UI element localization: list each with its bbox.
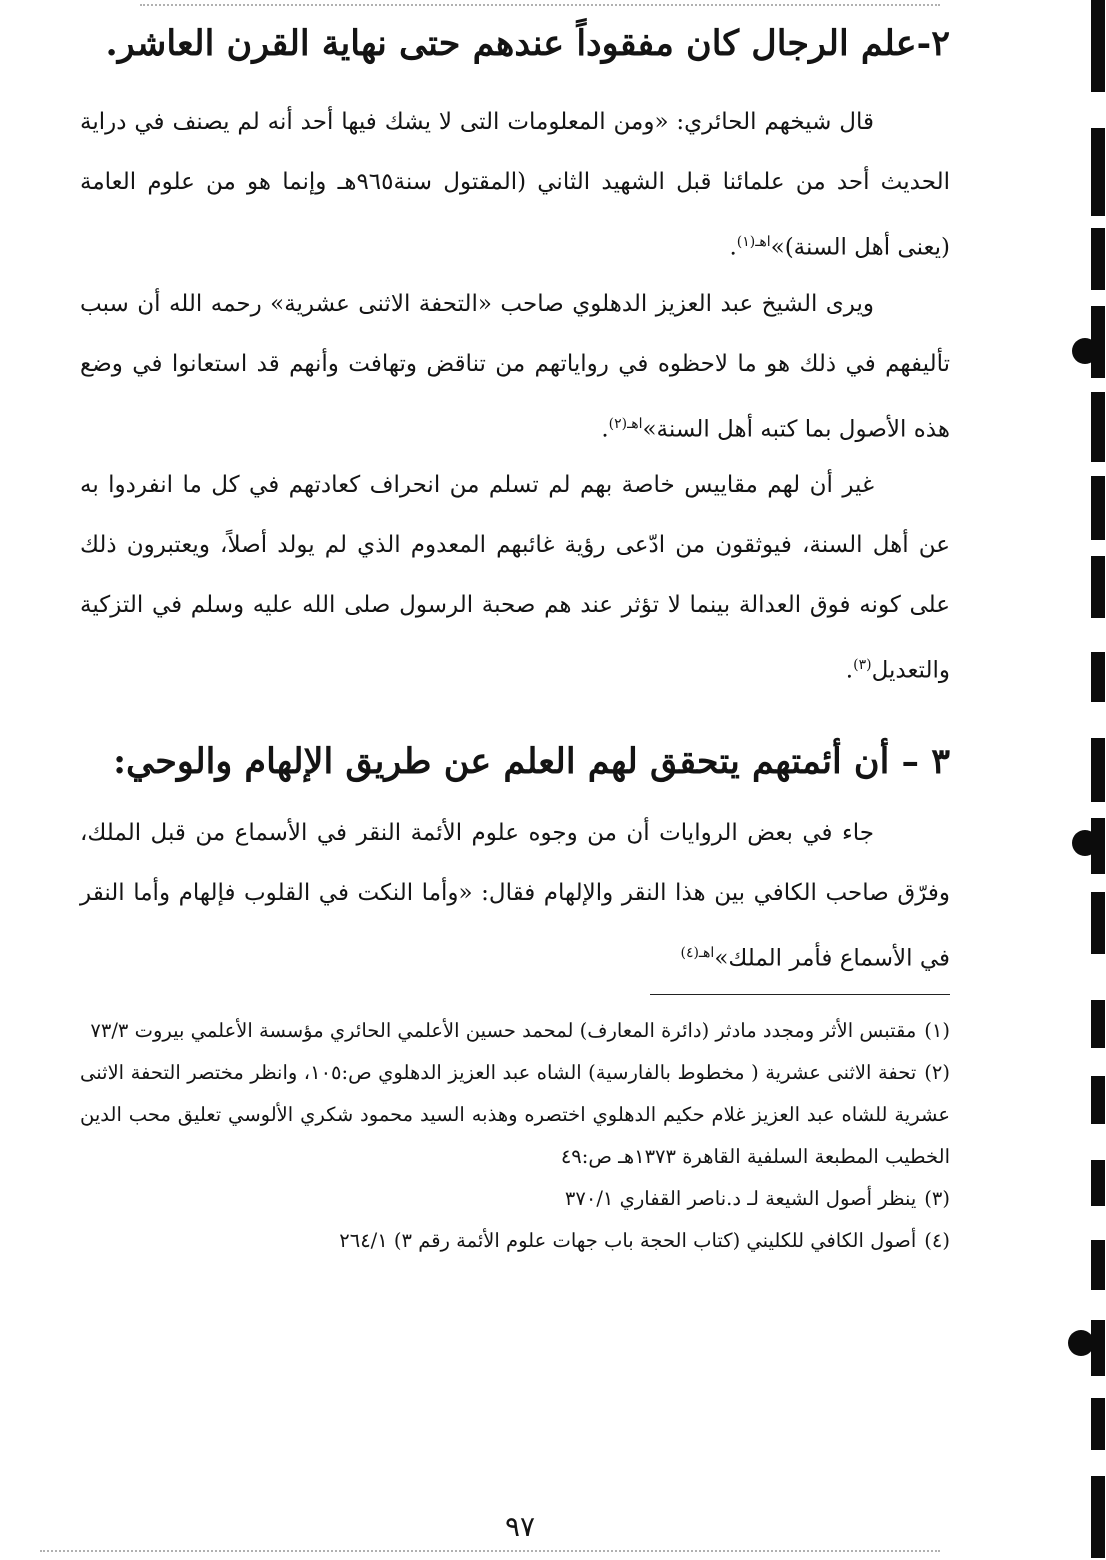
footnote-ref-3: (٣) xyxy=(853,657,872,673)
footnote-ref-2: اهـ(٢) xyxy=(608,416,643,432)
footnote-separator xyxy=(650,994,950,995)
binding-dot xyxy=(1072,830,1098,856)
binding-dot xyxy=(1072,338,1098,364)
footnote-ref-4: اهـ(٤) xyxy=(680,945,715,961)
scan-edge-artifact-top xyxy=(140,0,940,6)
binding-dot xyxy=(1068,1330,1094,1356)
footnote-1: (١)مقتبس الأثر ومجدد مادثر (دائرة المعارف) لمحمد حسين الأعلمي الحائري مؤسسة الأعلمي بيروت ٧٣/٣ xyxy=(90,1019,950,1042)
page-number: ٩٧ xyxy=(504,1510,536,1543)
paragraph-special-criteria: غير أن لهم مقاييس خاصة بهم لم تسلم من انحراف كعادتهم في كل ما انفردوا به عن أهل السنة، فيوثقون من ادّعى رؤية غائبهم المعدوم الذي لم يولد أصلاً، ويعتبرون ذلك على كونه فوق العدالة بينما لا تؤثر عند هم صحبة الرسول صلى الله عليه وسلم في التزكية والتعديل$^{(٣)}$. xyxy=(80,472,950,684)
paragraph-kafi-naqr: جاء في بعض الروايات أن من وجوه علوم الأئمة النقر في الأسماع من قبل الملك، وفرّق صاحب الكافي بين هذا النقر والإلهام فقال: «وأما النكت في القلوب فإلهام وأما النقر في الأسماع فأمر الملك»$^{اهـ(٤)}$ xyxy=(80,820,950,972)
binding-mark xyxy=(1091,556,1105,618)
section-heading-3: ٣ – أن أئمتهم يتحقق لهم العلم عن طريق الإلهام والوحي: xyxy=(113,741,950,782)
binding-mark xyxy=(1091,652,1105,702)
binding-mark xyxy=(1091,738,1105,802)
binding-mark xyxy=(1091,1000,1105,1048)
footnote-2: (٢)تحفة الاثنى عشرية ( مخطوط بالفارسية) الشاه عبد العزيز الدهلوي ص:١٠٥، وانظر مختصر التحفة الاثنى عشرية للشاه عبد العزيز غلام حكيم الدهلوي اختصره وهذبه السيد محمود شكري الألوسي تعليق محب الدين الخطيب المطبعة السلفية القاهرة ١٣٧٣هـ ص:٤٩ xyxy=(80,1061,950,1168)
binding-mark xyxy=(1091,1076,1105,1124)
binding-mark xyxy=(1091,892,1105,954)
binding-mark xyxy=(1091,1320,1105,1376)
paragraph-dehlawi: ويرى الشيخ عبد العزيز الدهلوي صاحب «التحفة الاثنى عشرية» رحمه الله أن سبب تأليفهم في ذلك هو ما لاحظوه في رواياتهم من تناقض وتهافت وأنهم قد استعانوا في وضع هذه الأصول بما كتبه أهل السنة»$^{اهـ(٢)}$. xyxy=(80,291,950,443)
binding-mark xyxy=(1091,1476,1105,1558)
binding-mark xyxy=(1091,392,1105,462)
binding-mark xyxy=(1091,476,1105,540)
binding-mark xyxy=(1091,1160,1105,1206)
binding-mark xyxy=(1091,0,1105,92)
footnotes-list xyxy=(80,1010,950,1262)
scan-edge-artifact-bottom xyxy=(40,1550,940,1560)
binding-mark xyxy=(1091,228,1105,290)
binding-mark xyxy=(1091,1240,1105,1290)
binding-mark xyxy=(1091,1398,1105,1450)
footnote-ref-1: اهـ(١) xyxy=(736,234,771,250)
binding-mark xyxy=(1091,128,1105,216)
footnote-4: (٤)أصول الكافي للكليني (كتاب الحجة باب جهات علوم الأئمة رقم ٣) ٢٦٤/١ xyxy=(339,1229,950,1252)
section-heading-2: ٢-علم الرجال كان مفقوداً عندهم حتى نهاية القرن العاشر. xyxy=(105,23,950,64)
footnote-3: (٣)ينظر أصول الشيعة لـ د.ناصر القفاري ٣٧٠/١ xyxy=(564,1187,950,1210)
paragraph-hairi-quote: قال شيخهم الحائري: «ومن المعلومات التى لا يشك فيها أحد أنه لم يصنف في دراية الحديث أحد من علمائنا قبل الشهيد الثاني (المقتول سنة٩٦٥هـ وإنما هو من علوم العامة (يعنى أهل السنة)»$^{اهـ(١)}$. xyxy=(80,109,950,261)
